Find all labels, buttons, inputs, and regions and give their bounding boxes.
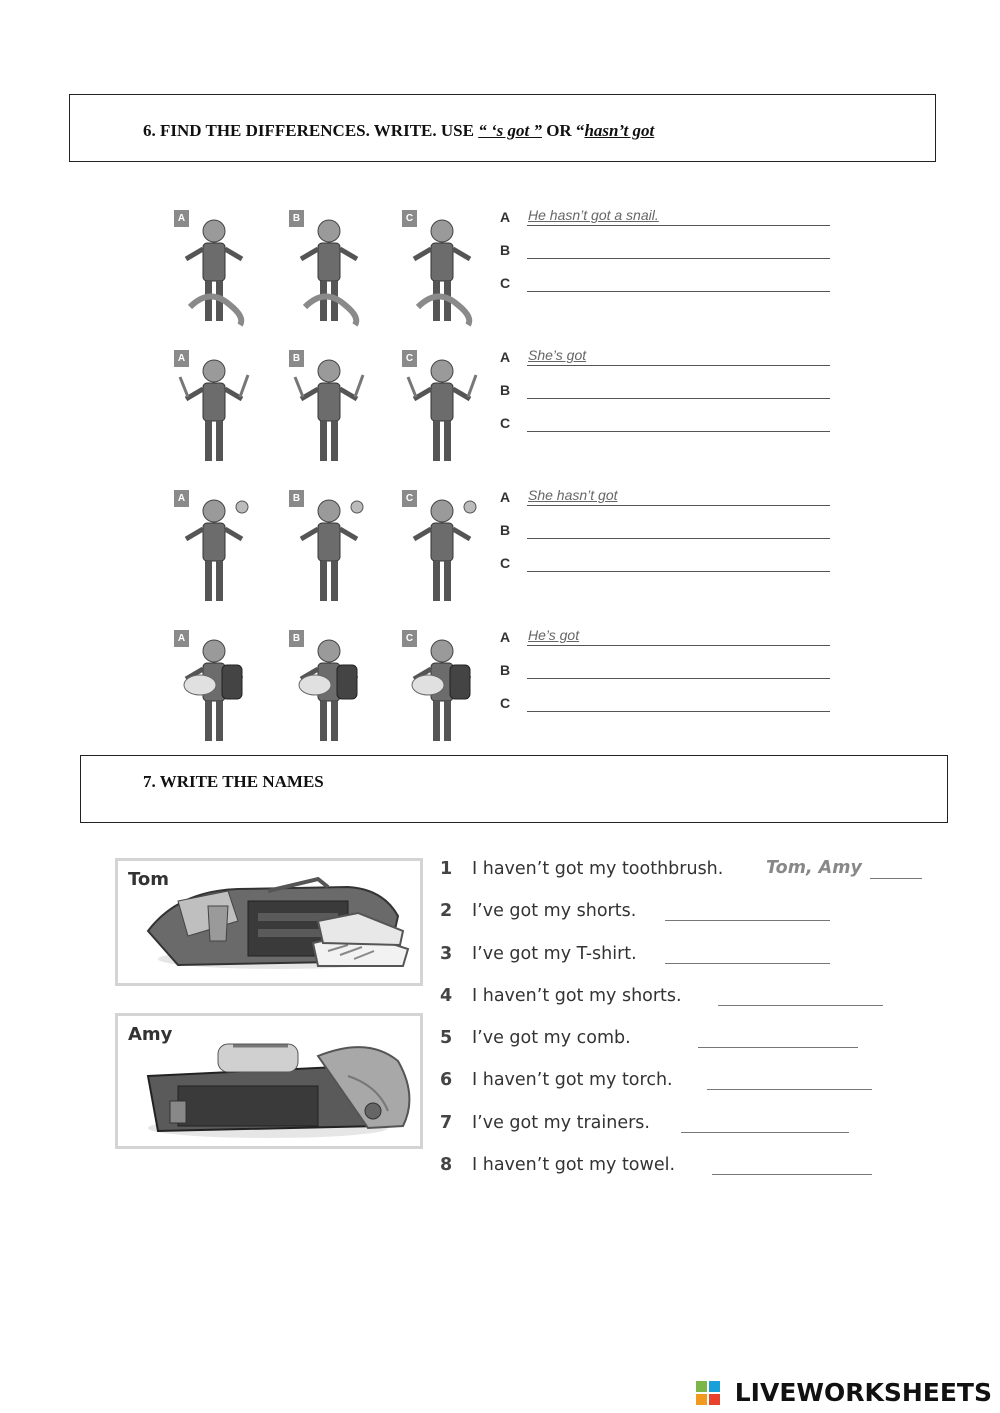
example-answer: She’s got bbox=[528, 347, 587, 363]
name-blank[interactable] bbox=[870, 878, 922, 879]
name-blank[interactable] bbox=[712, 1174, 872, 1175]
exercise-7-header bbox=[80, 755, 948, 823]
line-letter: A bbox=[500, 629, 511, 645]
exercise-7-heading: 7. WRITE THE NAMES bbox=[143, 772, 324, 791]
character-picture bbox=[170, 627, 256, 751]
item-number: 2 bbox=[440, 901, 453, 922]
line-letter: A bbox=[500, 489, 511, 505]
name-blank[interactable] bbox=[707, 1089, 872, 1090]
exercise-6-heading: 6. FIND THE DIFFERENCES. WRITE. USE “ ‘s got ” OR “hasn’t got bbox=[143, 121, 655, 140]
character-picture bbox=[285, 347, 371, 471]
item-number: 3 bbox=[440, 943, 453, 964]
answer-line[interactable] bbox=[500, 520, 840, 553]
sentence-item bbox=[440, 1067, 940, 1109]
line-letter: C bbox=[500, 555, 511, 571]
answer-line[interactable] bbox=[500, 240, 840, 273]
picture-letter: B bbox=[289, 490, 304, 507]
tom-label: Tom bbox=[128, 869, 170, 890]
answer-line[interactable] bbox=[500, 413, 840, 446]
answer-line[interactable] bbox=[500, 347, 840, 380]
exercise-6-row bbox=[170, 487, 840, 617]
picture-letter: B bbox=[289, 630, 304, 647]
line-letter: B bbox=[500, 242, 511, 258]
sentence-item bbox=[440, 1152, 940, 1194]
answer-line[interactable] bbox=[500, 693, 840, 726]
picture-letter: C bbox=[402, 490, 417, 507]
blank-rule bbox=[527, 538, 830, 539]
sentence-text: I’ve got my T-shirt. bbox=[472, 943, 637, 964]
character-picture bbox=[398, 347, 484, 471]
blank-rule bbox=[527, 258, 830, 259]
item-number: 1 bbox=[440, 859, 453, 879]
sentence-text: I’ve got my shorts. bbox=[472, 901, 637, 922]
answer-lines bbox=[500, 347, 840, 446]
blank-rule bbox=[527, 365, 830, 366]
name-blank[interactable] bbox=[665, 920, 830, 921]
sentence-item bbox=[440, 1110, 940, 1152]
sentence-text: I haven’t got my towel. bbox=[472, 1155, 676, 1176]
sentence-text: I’ve got my trainers. bbox=[472, 1112, 650, 1133]
item-number: 5 bbox=[440, 1028, 453, 1049]
picture-letter: C bbox=[402, 210, 417, 227]
line-letter: B bbox=[500, 662, 511, 678]
name-blank[interactable] bbox=[681, 1132, 849, 1133]
example-answer: He’s got bbox=[528, 627, 580, 643]
blank-rule bbox=[527, 645, 830, 646]
picture-letter: A bbox=[174, 630, 189, 647]
character-picture bbox=[398, 487, 484, 611]
picture-letter: A bbox=[174, 350, 189, 367]
tom-bag-picture bbox=[115, 858, 423, 986]
line-letter: C bbox=[500, 275, 511, 291]
liveworksheets-logo-icon bbox=[696, 1381, 722, 1407]
blank-rule bbox=[527, 398, 830, 399]
option-s-got: “ ‘s got ” bbox=[478, 121, 542, 140]
line-letter: A bbox=[500, 209, 511, 225]
character-picture bbox=[398, 627, 484, 751]
answer-line[interactable] bbox=[500, 487, 840, 520]
answer-line[interactable] bbox=[500, 207, 840, 240]
sentence-item bbox=[440, 856, 940, 898]
answer-line[interactable] bbox=[500, 380, 840, 413]
amy-label: Amy bbox=[128, 1024, 173, 1045]
blank-rule bbox=[527, 431, 830, 432]
character-picture bbox=[170, 487, 256, 611]
answer-lines bbox=[500, 627, 840, 726]
blank-rule bbox=[527, 505, 830, 506]
line-letter: C bbox=[500, 415, 511, 431]
amy-bag-picture bbox=[115, 1013, 423, 1149]
answer-line[interactable] bbox=[500, 273, 840, 306]
blank-rule bbox=[527, 571, 830, 572]
character-picture bbox=[170, 207, 256, 331]
picture-letter: B bbox=[289, 210, 304, 227]
line-letter: B bbox=[500, 382, 511, 398]
example-answer: He hasn’t got a snail. bbox=[528, 207, 659, 223]
exercise-6-header bbox=[69, 94, 936, 162]
name-blank[interactable] bbox=[665, 963, 830, 964]
sentence-text: I haven’t got my toothbrush. bbox=[472, 859, 724, 879]
answer-lines bbox=[500, 487, 840, 586]
character-picture bbox=[398, 207, 484, 331]
line-letter: C bbox=[500, 695, 511, 711]
blank-rule bbox=[527, 678, 830, 679]
liveworksheets-brand: LIVEWORKSHEETS bbox=[734, 1378, 992, 1407]
answer-line[interactable] bbox=[500, 660, 840, 693]
picture-letter: C bbox=[402, 350, 417, 367]
example-answer: She hasn’t got bbox=[528, 487, 618, 503]
line-letter: A bbox=[500, 349, 511, 365]
line-letter: B bbox=[500, 522, 511, 538]
picture-letter: C bbox=[402, 630, 417, 647]
option-hasnt-got: hasn’t got bbox=[584, 121, 655, 140]
exercise-7-list bbox=[440, 856, 940, 1194]
picture-letter: A bbox=[174, 490, 189, 507]
sentence-item bbox=[440, 898, 940, 940]
exercise-6-row bbox=[170, 347, 840, 477]
exercise-6-row bbox=[170, 627, 840, 757]
answer-line[interactable] bbox=[500, 553, 840, 586]
picture-letter: A bbox=[174, 210, 189, 227]
sentence-text: I haven’t got my shorts. bbox=[472, 985, 682, 1006]
blank-rule bbox=[527, 711, 830, 712]
item-number: 8 bbox=[440, 1155, 453, 1176]
character-picture bbox=[285, 627, 371, 751]
name-blank[interactable] bbox=[698, 1047, 858, 1048]
blank-rule bbox=[527, 225, 830, 226]
character-picture bbox=[170, 347, 256, 471]
item-number: 6 bbox=[440, 1070, 453, 1091]
sentence-item bbox=[440, 941, 940, 983]
sentence-item bbox=[440, 1025, 940, 1067]
name-blank[interactable] bbox=[718, 1005, 883, 1006]
sentence-item bbox=[440, 983, 940, 1025]
blank-rule bbox=[527, 291, 830, 292]
sentence-text: I’ve got my comb. bbox=[472, 1028, 631, 1049]
exercise-6-row bbox=[170, 207, 840, 337]
character-picture bbox=[285, 487, 371, 611]
item-number: 4 bbox=[440, 985, 453, 1006]
answer-lines bbox=[500, 207, 840, 306]
character-picture bbox=[285, 207, 371, 331]
answer-line[interactable] bbox=[500, 627, 840, 660]
item-number: 7 bbox=[440, 1112, 453, 1133]
example-answer: Tom, Amy bbox=[766, 858, 862, 878]
picture-letter: B bbox=[289, 350, 304, 367]
sentence-text: I haven’t got my torch. bbox=[472, 1070, 673, 1091]
